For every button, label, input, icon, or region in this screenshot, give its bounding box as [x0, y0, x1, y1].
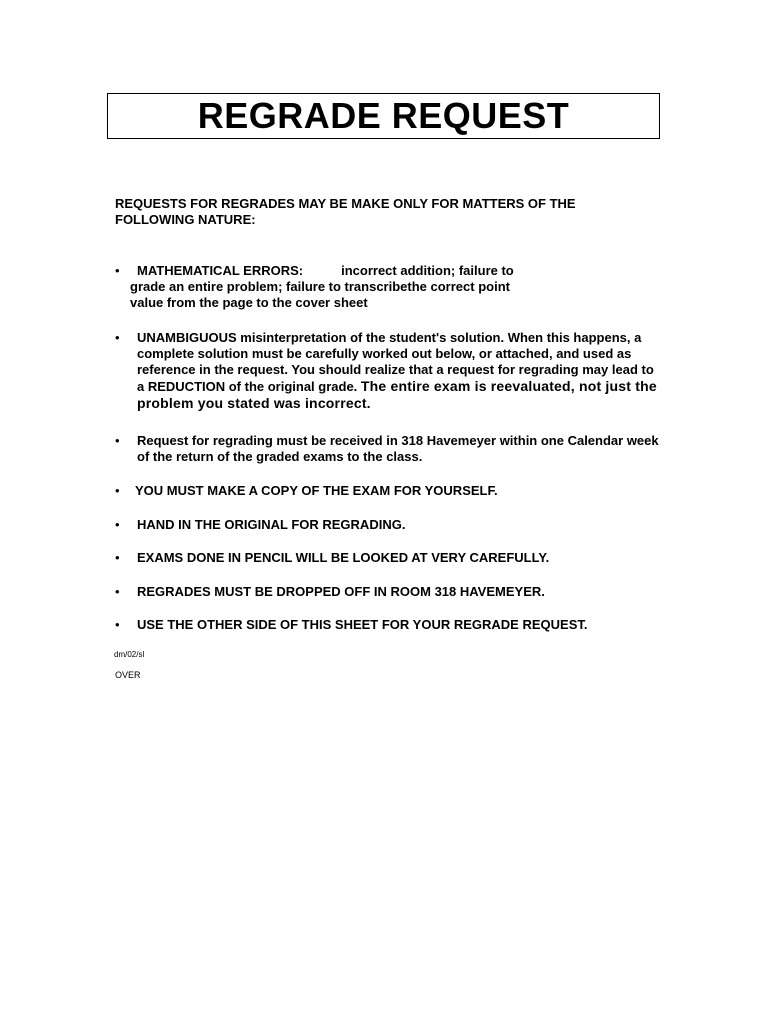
bullet-icon: • [115, 263, 120, 278]
bullet-pencil [115, 550, 660, 566]
pencil-text: EXAMS DONE IN PENCIL WILL BE LOOKED AT VERY CAREFULLY. [137, 550, 550, 565]
bullet-other-side [115, 617, 660, 633]
bullet-icon: • [115, 550, 120, 565]
bullet-unambiguous [115, 330, 660, 412]
math-text-1: incorrect addition; failure to [341, 263, 514, 278]
original-text: HAND IN THE ORIGINAL FOR REGRADING. [137, 517, 406, 532]
math-label: MATHEMATICAL ERRORS: [137, 263, 304, 278]
other-side-text: USE THE OTHER SIDE OF THIS SHEET FOR YOUR REGRADE REQUEST. [137, 617, 588, 632]
bullet-icon: • [115, 330, 120, 345]
math-line-2: grade an entire problem; failure to transcribethe correct point [130, 279, 510, 294]
math-line-3: value from the page to the cover sheet [130, 295, 368, 310]
page-title: REGRADE REQUEST [197, 95, 570, 136]
unambiguous-main: UNAMBIGUOUS misinterpretation of the student's solution. When this happens, a complete solution must be carefully worked out below, or attached, and used as reference in the request. You should realize that a request for regrading may lead to a REDUCTION of the original grade. [137, 330, 654, 394]
math-line-1 [137, 263, 660, 279]
unambiguous-reevaluated: The entire exam is reevaluated, not just the problem you stated was incorrect. [137, 378, 657, 411]
bullet-dropoff [115, 584, 660, 600]
bullet-icon: • [115, 584, 120, 599]
bullet-math-errors [115, 263, 660, 311]
bullet-icon: • [115, 483, 120, 498]
bullet-icon: • [115, 517, 120, 532]
bullet-icon: • [115, 617, 120, 632]
bullet-original [115, 517, 660, 533]
title-box [107, 93, 660, 139]
copy-text: YOU MUST MAKE A COPY OF THE EXAM FOR YOURSELF. [135, 483, 498, 498]
unambiguous-text [137, 330, 660, 412]
deadline-text: Request for regrading must be received in 318 Havemeyer within one Calendar week of the return of the graded exams to the class. [137, 433, 659, 464]
bullet-copy [115, 483, 660, 499]
footer-code: dm/02/sl [114, 650, 145, 659]
dropoff-text: REGRADES MUST BE DROPPED OFF IN ROOM 318 HAVEMEYER. [137, 584, 545, 599]
footer-over: OVER [115, 670, 141, 680]
intro-paragraph: REQUESTS FOR REGRADES MAY BE MAKE ONLY FOR MATTERS OF THE FOLLOWING NATURE: [115, 196, 576, 227]
bullet-icon: • [115, 433, 120, 448]
bullet-deadline [115, 433, 660, 465]
